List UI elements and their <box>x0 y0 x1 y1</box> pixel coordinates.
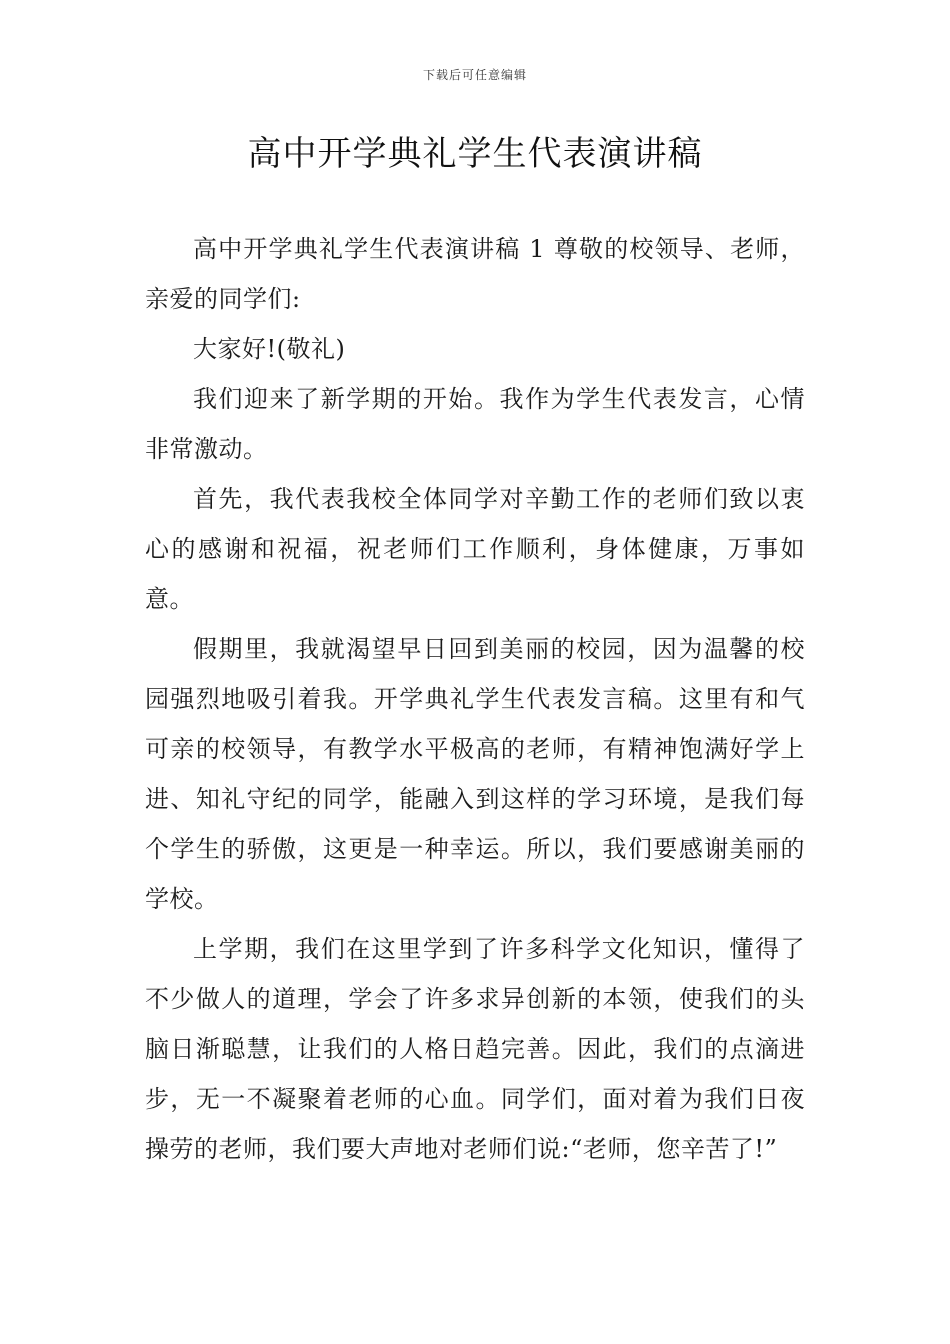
paragraph-opening: 我们迎来了新学期的开始。我作为学生代表发言，心情非常激动。 <box>145 385 805 463</box>
document-title: 高中开学典礼学生代表演讲稿 <box>247 134 703 174</box>
header-note: 下载后可任意编辑 <box>422 68 527 82</box>
paragraph-greeting: 高中开学典礼学生代表演讲稿 1 尊敬的校领导、老师，亲爱的同学们: <box>145 235 805 313</box>
paragraph-campus: 假期里，我就渴望早日回到美丽的校园，因为温馨的校园强烈地吸引着我。开学典礼学生代表发言稿。这里有和气可亲的校领导，有教学水平极高的老师，有精神饱满好学上进、知礼守纪的同学，能融入到这样的学习环境，是我们每个学生的骄傲，这更是一种幸运。所以，我们要感谢美丽的学校。 <box>145 635 805 913</box>
paragraph-thanks: 首先，我代表我校全体同学对辛勤工作的老师们致以衷心的感谢和祝福，祝老师们工作顺利，身体健康，万事如意。 <box>145 485 805 613</box>
document-body <box>145 224 805 1174</box>
paragraph-last-term: 上学期，我们在这里学到了许多科学文化知识，懂得了不少做人的道理，学会了许多求异创新的本领，使我们的头脑日渐聪慧，让我们的人格日趋完善。因此，我们的点滴进步，无一不凝聚着老师的心血。同学们，面对着为我们日夜操劳的老师，我们要大声地对老师们说:“老师，您辛苦了!” <box>145 935 805 1163</box>
paragraph-salute: 大家好!(敬礼) <box>193 335 346 363</box>
